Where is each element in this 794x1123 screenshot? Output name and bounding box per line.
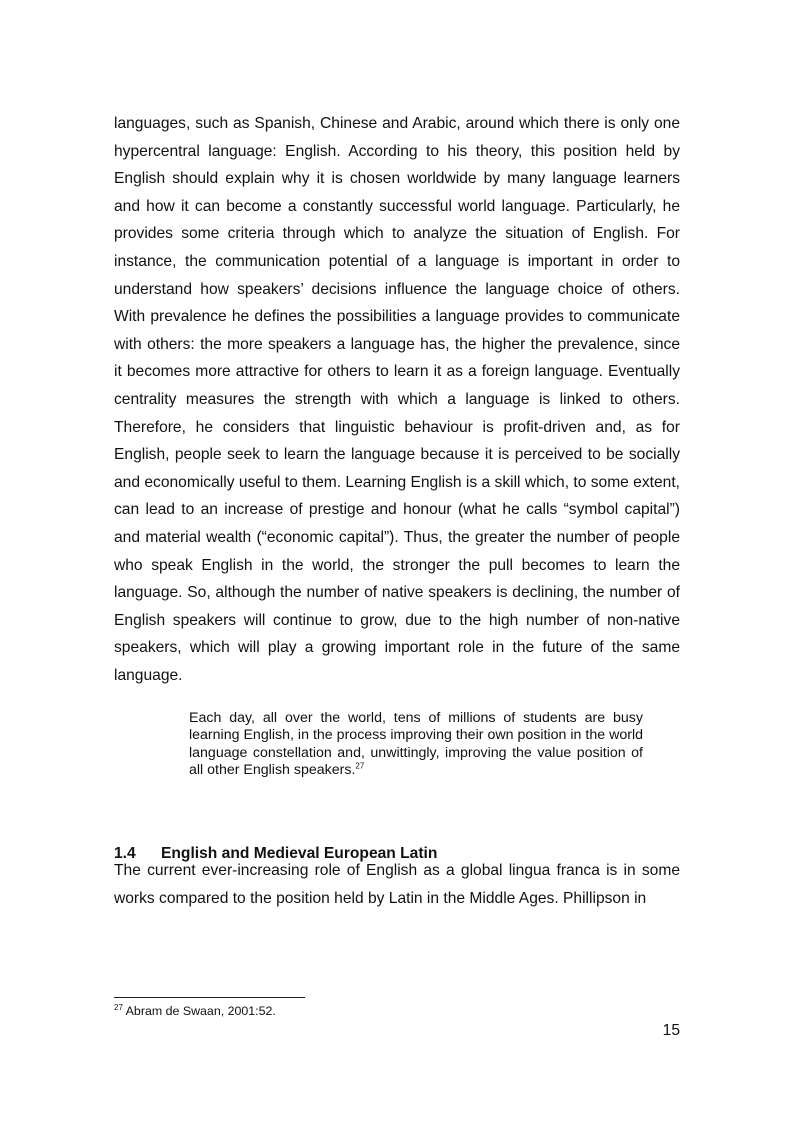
body-paragraph-2: The current ever-increasing role of English as a global lingua franca is in some works compared to the position held by Latin in the Middle Ages. Phillipson in <box>114 862 680 907</box>
footnote-reference[interactable]: 27 <box>355 761 365 771</box>
block-quote <box>189 710 643 780</box>
footnote-text: Abram de Swaan, 2001:52. <box>125 1004 276 1018</box>
section-number: 1.4 <box>114 845 136 862</box>
footnote-marker: 27 <box>114 1002 123 1012</box>
footnote-divider <box>114 997 305 998</box>
block-quote-text: Each day, all over the world, tens of millions of students are busy learning English, in the process improving their own position in the world language constellation and, unwittingly, improving the value position of all other English speakers. <box>189 710 643 779</box>
section-title: English and Medieval European Latin <box>161 845 438 862</box>
page-number: 15 <box>662 1022 680 1039</box>
footnote <box>114 1003 680 1019</box>
body-paragraph: languages, such as Spanish, Chinese and Arabic, around which there is only one hypercentral language: English. According to his theory, this position held by English should explain why it is chosen worldwide by many language learners and how it can become a constantly successful world language. Particularly, he provides some criteria through which to analyze the situation of English. For instance, the communication potential of a language is important in order to understand how speakers’ decisions influence the language choice of others. With prevalence he defines the possibilities a language provides to communicate with others: the more speakers a language has, the higher the prevalence, since it becomes more attractive for others to learn it as a foreign language. Eventually centrality measures the strength with which a language is linked to others. Therefore, he considers that linguistic behaviour is profit-driven and, as for English, people seek to learn the language because it is perceived to be socially and economically useful to them. Learning English is a skill which, to some extent, can lead to an increase of prestige and honour (what he calls “symbol capital”) and material wealth (“economic capital”). Thus, the greater the number of people who speak English in the world, the stronger the pull becomes to learn the language. So, although the number of native speakers is declining, the number of English speakers will continue to grow, due to the high number of non-native speakers, which will play a growing important role in the future of the same language. <box>114 115 680 684</box>
